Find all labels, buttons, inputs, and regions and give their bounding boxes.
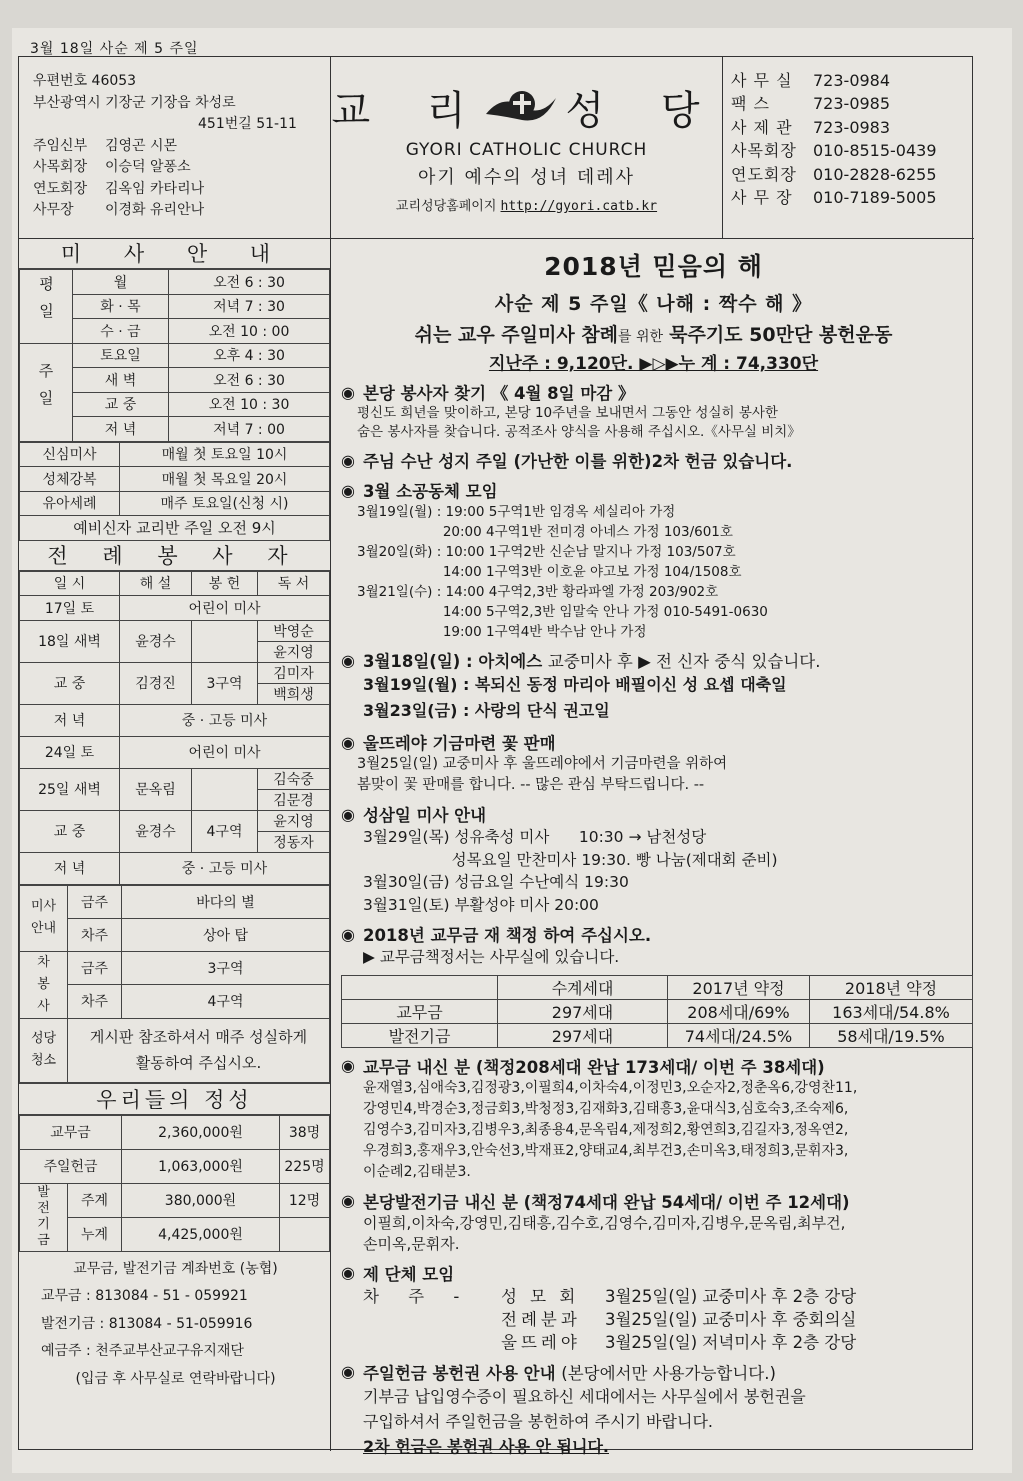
rosary-campaign: 쉬는 교우 주일미사 참례를 위한 묵주기도 50만단 봉헌운동 xyxy=(414,324,893,346)
notice-tithe-paid: ◉ 교무금 내신 분 (책정208세대 완납 173세대/ 이번 주 38세대) 윤재열3,심애숙3,김정광3,이필희4,이차숙4,이정민3,오순자2,정춘옥6,강영찬11, 강영민4,박경순3,정금회3,박청정3,김재화3,김태흥3,윤대식3,심호숙3,조숙제6, 김영수3,김미자3,김병우3,최종용4,문옥림4,제정희2,황연희3,김길자3,정옥연2, 우경희3,홍재우3,안숙선3,박재표2,양태교4,최부건3,손미옥3,태정희3,문휘자3, 이순례2,김태분3. xyxy=(341,1056,858,1180)
bullet-icon: ◉ xyxy=(341,732,355,752)
contact-block xyxy=(723,57,974,239)
bullet-icon: ◉ xyxy=(341,650,355,670)
mass-table: 평일 월 오전 6 : 30 화 · 목 저녁 7 : 30 수 · 금 오전 10 : 00 주일 토요일 오후 4 : 30 새 벽 오전 6 : 30 교 중 오전 10 : 30 저 녁 저녁 7 : 00 xyxy=(19,269,330,442)
contact-row: 사 제 관 723-0983 xyxy=(731,117,891,137)
bank-line: 발전기금 : 813084 - 51-059916 xyxy=(41,1315,253,1332)
address-line-2: 451번길 51-11 xyxy=(198,116,297,132)
bank-line: 예금주 : 천주교부산교구유지재단 xyxy=(41,1343,244,1359)
staff-row: 사목회장 이승덕 알퐁소 xyxy=(33,159,191,175)
church-name-en: GYORI CATHOLIC CHURCH xyxy=(405,140,648,160)
contact-row: 연도회장 010-2828-6255 xyxy=(731,164,937,184)
rosary-count: 지난주 : 9,120단. ▶▷▶누 계 : 74,330단 xyxy=(488,354,819,374)
notice-ticket: ◉ 주일헌금 봉헌권 사용 안내 (본당에서만 사용가능합니다.) 기부금 납입영수증이 필요하신 세대에서는 사무실에서 봉헌권을 구입하셔서 주일헌금을 봉헌하여 주시기 바랍니다. 2차 헌금은 봉헌권 사용 안 됩니다. xyxy=(341,1362,806,1456)
right-column xyxy=(331,239,974,1456)
contact-row: 사 무 장 010-7189-5005 xyxy=(731,188,937,208)
sunday-title: 사순 제 5 주일《 나해 : 짝수 해 》 xyxy=(494,293,813,315)
bullet-icon: ◉ xyxy=(341,804,355,824)
bullet-icon: ◉ xyxy=(341,1056,355,1075)
address-block xyxy=(19,57,331,239)
bullet-icon: ◉ xyxy=(341,1191,355,1210)
tithe-table: 수계세대 2017년 약정 2018년 약정 교무금 297세대 208세대/69% 163세대/54.8% 발전기금 297세대 74세대/24.5% 58세대/19.5% xyxy=(341,975,973,1048)
patron-saint: 아기 예수의 성녀 데레사 xyxy=(417,167,636,188)
bullet-icon: ◉ xyxy=(341,1362,355,1381)
notice-volunteer: ◉ 본당 봉사자 찾기 《 4월 8일 마감 》 평신도 희년을 맞이하고, 본당 10주년을 보내면서 그동안 성실히 봉사한 숨은 봉사자를 찾습니다. 공적조사 양식을 사용해 주십시오.《사무실 비치》 xyxy=(341,382,801,440)
notice-passion: ◉ 주님 수난 성지 주일 (가난한 이를 위한)2차 헌금 있습니다. xyxy=(341,450,793,471)
church-logo-icon xyxy=(482,84,560,132)
notice-groups: ◉ 제 단체 모임 차 주 - 성 모 회 3월25일(일) 교중미사 후 2층 강당 전례분과 3월25일(일) 교중미사 후 중회의실 울뜨레야 3월25일(일) 저녁미사 후 2층 강당 xyxy=(341,1263,857,1352)
postal-code: 우편번호 46053 xyxy=(33,73,137,89)
offerings-table: 교무금 2,360,000원 38명 주일헌금 1,063,000원 225명 발전기금 주계 380,000원 12명 누계 4,425,000원 xyxy=(19,1115,330,1252)
staff-row: 사무장 이경화 유리안나 xyxy=(33,202,205,218)
bank-info xyxy=(19,1256,330,1394)
bullet-icon: ◉ xyxy=(341,1263,355,1282)
contact-row: 사목회장 010-8515-0439 xyxy=(731,141,937,161)
bank-note: (입금 후 사무실로 연락바랍니다) xyxy=(75,1370,276,1387)
staff-row: 연도회장 김옥임 카타리나 xyxy=(33,180,205,197)
church-title-block xyxy=(331,57,723,239)
bullet-icon: ◉ xyxy=(341,480,355,500)
service-table: 미사안내 금주 바다의 별 차주 상아 탑 차봉사 금주 3구역 차주 4구역 성당청소 게시판 참조하셔서 매주 성실하게 활동하여 주십시오. xyxy=(19,885,330,1083)
notice-community: ◉ 3월 소공동체 모임 3월19일(월) : 19:00 5구역1반 임경옥 세실리아 가정 20:00 4구역1반 전미경 아네스 가정 103/601호 3월20일(화) : 10:00 1구역2반 신순남 말지나 가정 103/507호 14:00 1구역3반 이호윤 야고보 가정 104/1508호 3월21일(수) : 14:00 4구역2,3반 황라파엘 가정 203/902호 14:00 5구역2,3반 임말숙 안나 가정 010-5491-0630 19:00 1구역4반 박수남 안나 가정 xyxy=(341,480,768,640)
mass-title: 미 사 안 내 xyxy=(19,239,330,269)
staff-row: 주임신부 김영곤 시몬 xyxy=(33,137,178,154)
notice-fund-paid: ◉ 본당발전기금 내신 분 (책정74세대 완납 54세대/ 이번 주 12세대) 이필희,이차숙,강영민,김태흥,김수호,김영수,김미자,김병우,문옥림,최부건, 손미옥,문휘자. xyxy=(341,1191,850,1253)
church-name: 교 리 성 당 xyxy=(331,79,722,136)
bank-title: 교무금, 발전기금 계좌번호 (농협) xyxy=(73,1260,278,1277)
liturgy-table: 일 시 해 설 봉 헌 독 서 17일 토 어린이 미사 18일 새벽 윤경수 박영순 윤지영 교 중 김경진 3구역 김미자 백희생 저 녁 중 · 고등 미사 24일 토 어린이 미사 25일 새벽 문옥림 김숙중 김문경 교 중 윤경수 4구역 윤지영 정동자 저 녁 중 · 고등 미사 xyxy=(19,571,330,885)
homepage: 교리성당홈페이지 http://gyori.catb.kr xyxy=(395,199,658,214)
bulletin-frame xyxy=(18,56,973,1456)
address-line: 부산광역시 기장군 기장읍 차성로 xyxy=(33,94,236,111)
notice-triduum: ◉ 성삼일 미사 안내 3월29일(목) 성유축성 미사 10:30 → 남천성당 성목요일 만찬미사 19:30. 빵 나눔(제대회 준비) 3월30일(금) 성금요일 수난예식 19:30 3월31일(토) 부활성야 미사 20:00 xyxy=(341,804,778,914)
notice-dates: ◉ 3월18일(일) : 아치에스 교중미사 후 ▶ 전 신자 중식 있습니다. 3월19일(월) : 복되신 동정 마리아 배필이신 성 요셉 대축일 3월23일(금) : 사랑의 단식 권고일 xyxy=(341,650,821,720)
left-column xyxy=(19,239,331,1451)
special-mass-table: 신심미사 매월 첫 토요일 10시 성체강복 매월 첫 목요일 20시 유아세례 매주 토요일(신청 시) 예비신자 교리반 주일 오전 9시 xyxy=(19,442,330,541)
homepage-link[interactable]: http://gyori.catb.kr xyxy=(500,199,658,214)
bank-line: 교무금 : 813084 - 51 - 059921 xyxy=(41,1288,248,1304)
bullet-icon: ◉ xyxy=(341,924,355,944)
bullet-icon: ◉ xyxy=(341,450,355,470)
headline: 2018년 믿음의 해 xyxy=(544,252,763,281)
bullet-icon: ◉ xyxy=(341,382,355,402)
notice-tithe: ◉ 2018년 교무금 재 책정 하여 주십시오. ▶ 교무금책정서는 사무실에 있습니다. 수계세대 2017년 약정 2018년 약정 교무금 297세대 208세대/69% 163세대/54.8% 발전기금 297세대 74세대/24.5% 58세대/19.5% xyxy=(341,922,966,1048)
notice-flower: ◉ 울뜨레야 기금마련 꽃 판매 3월25일(일) 교중미사 후 울뜨레야에서 기금마련을 위하여 봄맞이 꽃 판매를 합니다. -- 많은 관심 부탁드립니다. -- xyxy=(341,732,728,793)
liturgy-title: 전 례 봉 사 자 xyxy=(19,541,330,571)
offerings-title: 우리들의 정성 xyxy=(19,1083,330,1115)
contact-row: 사 무 실 723-0984 xyxy=(731,71,891,90)
date-line: 3월 18일 사순 제 5 주일 xyxy=(30,41,199,57)
contact-row: 팩 스 723-0985 xyxy=(731,94,891,114)
